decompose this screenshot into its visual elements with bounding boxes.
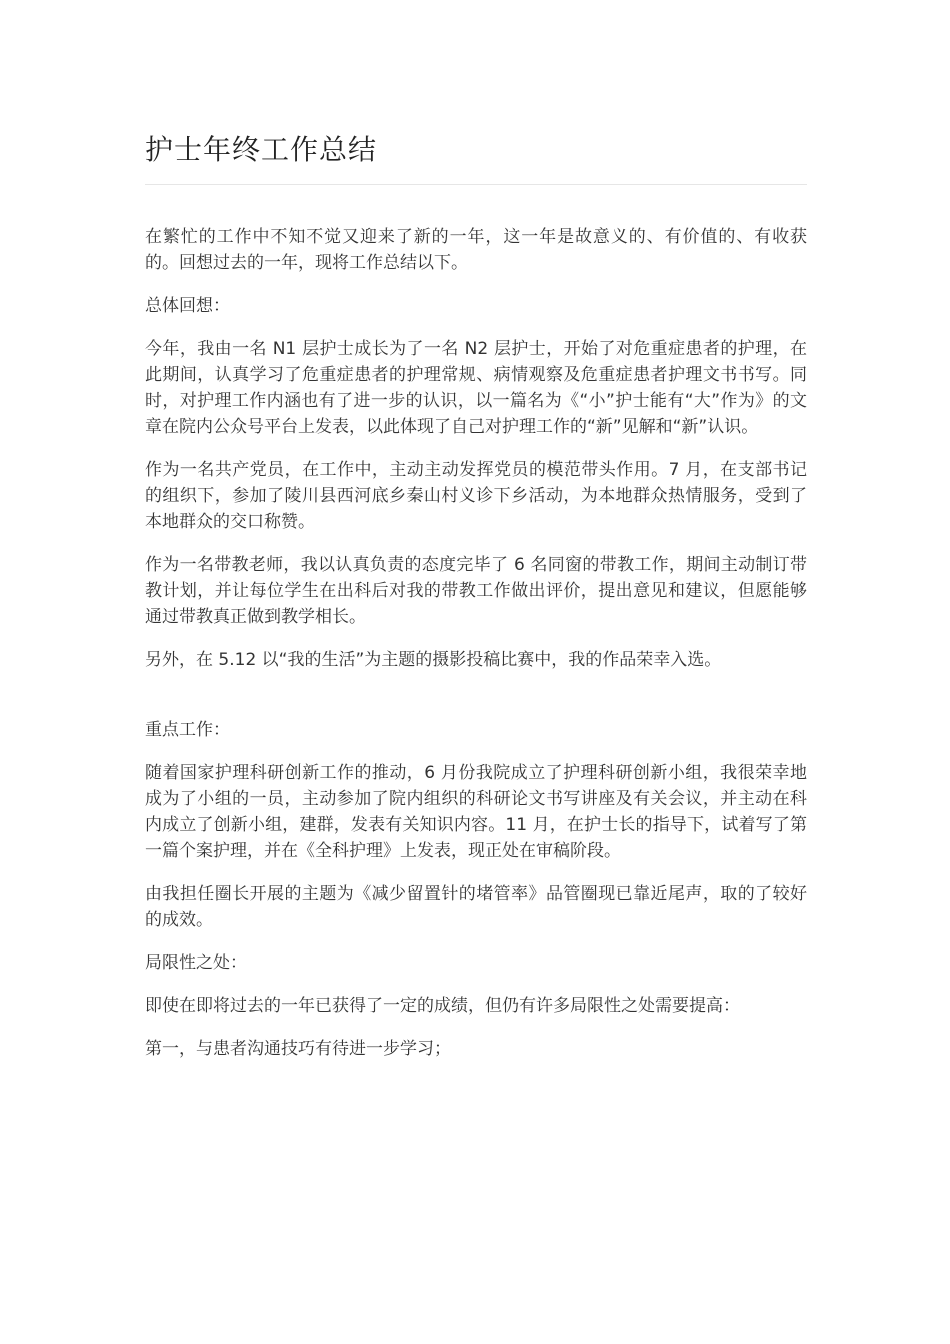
body-paragraph: 即使在即将过去的一年已获得了一定的成绩，但仍有许多局限性之处需要提高： xyxy=(145,996,740,1016)
body-paragraph: 今年，我由一名 N1 层护士成长为了一名 N2 层护士，开始了对危重症患者的护理，在此期间，认真学习了危重症患者的护理常规、病情观察及危重症患者护理文书书写。同时，对护理工作内涵也有了进一步的认识，以一篇名为《“小”护士能有“大”作为》的文章在院内公众号平台上发表，以此体现了自己对护理工作的“新”见解和“新”认识。 xyxy=(145,339,807,437)
body-paragraph: 作为一名共产党员，在工作中，主动主动发挥党员的模范带头作用。7 月，在支部书记的组织下，参加了陵川县西河底乡秦山村义诊下乡活动，为本地群众热情服务，受到了本地群众的交口称赞。 xyxy=(145,460,807,532)
body-paragraph: 另外，在 5.12 以“我的生活”为主题的摄影投稿比赛中，我的作品荣幸入选。 xyxy=(145,650,722,670)
section-heading-limitations: 局限性之处： xyxy=(145,953,247,973)
title-divider xyxy=(145,184,807,185)
document-body xyxy=(145,224,807,1062)
intro-paragraph: 在繁忙的工作中不知不觉又迎来了新的一年，这一年是故意义的、有价值的、有收获的。回想过去的一年，现将工作总结以下。 xyxy=(145,227,807,273)
body-paragraph: 由我担任圈长开展的主题为《减少留置针的堵管率》品管圈现已靠近尾声，取的了较好的成效。 xyxy=(145,884,807,930)
document-title: 护士年终工作总结 xyxy=(145,133,378,166)
body-paragraph: 作为一名带教老师，我以认真负责的态度完毕了 6 名同窗的带教工作，期间主动制订带教计划，并让每位学生在出科后对我的带教工作做出评价，提出意见和建议，但愿能够通过带教真正做到教学相长。 xyxy=(145,555,807,627)
section-heading-key-work: 重点工作： xyxy=(145,720,230,740)
body-paragraph: 随着国家护理科研创新工作的推动，6 月份我院成立了护理科研创新小组，我很荣幸地成为了小组的一员，主动参加了院内组织的科研论文书写讲座及有关会议，并主动在科内成立了创新小组，建群，发表有关知识内容。11 月，在护士长的指导下，试着写了第一篇个案护理，并在《全科护理》上发表，现正处在审稿阶段。 xyxy=(145,763,807,861)
section-spacer xyxy=(145,690,807,717)
section-heading-overview: 总体回想： xyxy=(145,296,230,316)
body-paragraph: 第一，与患者沟通技巧有待进一步学习； xyxy=(145,1039,451,1059)
document-page xyxy=(145,128,807,1079)
